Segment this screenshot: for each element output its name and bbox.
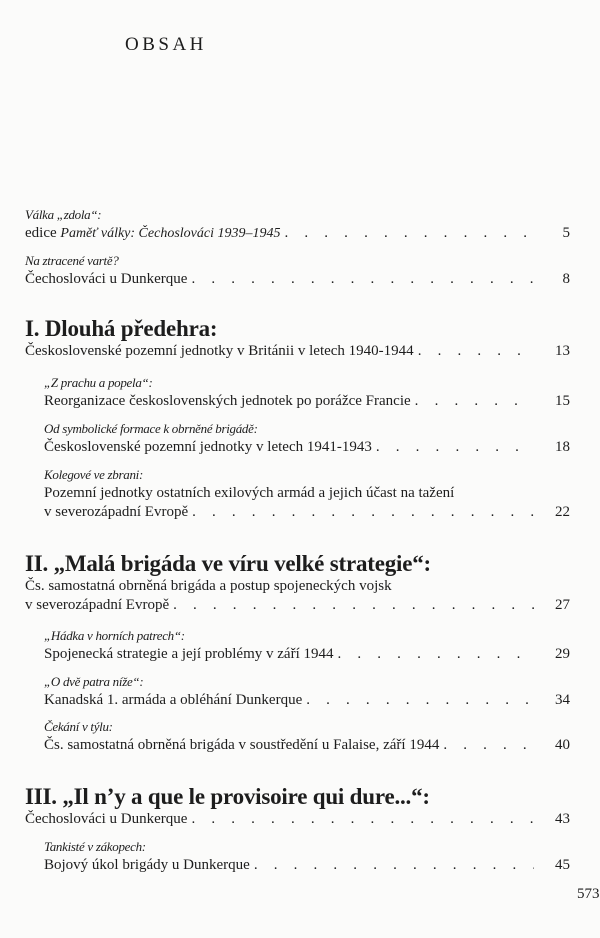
page-title: OBSAH: [125, 34, 207, 55]
entry-title: Spojenecká strategie a její problémy v září 1944: [44, 646, 334, 662]
part-heading: I. Dlouhá předehra:: [25, 316, 218, 341]
page-number: 13: [555, 343, 570, 359]
page-number: 43: [555, 811, 570, 827]
entry-title: Bojový úkol brigády u Dunkerque: [44, 857, 250, 873]
dot-leader: [191, 810, 534, 829]
dot-leader: [173, 596, 534, 615]
entry-subheading: Válka „zdola“:: [25, 207, 102, 222]
page-number: 5: [562, 225, 570, 241]
folio-page-number: 573: [577, 886, 600, 902]
entry-title: Kanadská 1. armáda a obléhání Dunkerque: [44, 692, 303, 708]
toc-chapter[interactable]: [0, 374, 600, 411]
entry-subheading: Kolegové ve zbrani:: [44, 467, 143, 482]
entry-subheading: Od symbolické formace k obrněné brigádě:: [44, 421, 258, 436]
toc-part-1[interactable]: [0, 316, 600, 361]
page-number: 29: [555, 646, 570, 662]
part-subtitle-line1: Čs. samostatná obrněná brigáda a postup spojeneckých vojsk: [25, 578, 392, 594]
page-number: 8: [562, 271, 570, 287]
entry-title: edice Paměť války: Čechoslováci 1939–1945: [25, 225, 281, 241]
dot-leader: [418, 342, 534, 361]
entry-subheading: Čekání v týlu:: [44, 719, 113, 734]
dot-leader: [284, 224, 534, 243]
part-subtitle: v severozápadní Evropě: [25, 597, 170, 613]
dot-leader: [191, 270, 534, 289]
toc-part-2[interactable]: [0, 551, 600, 615]
page-number: 22: [555, 504, 570, 520]
toc-part-3[interactable]: [0, 784, 600, 829]
dot-leader: [254, 856, 534, 875]
part-heading: II. „Malá brigáda ve víru velké strategie“:: [25, 551, 431, 576]
part-subtitle: Čechoslováci u Dunkerque: [25, 811, 188, 827]
dot-leader: [306, 691, 534, 710]
toc-chapter[interactable]: [0, 838, 600, 875]
entry-title: Čechoslováci u Dunkerque: [25, 271, 188, 287]
toc-chapter[interactable]: [0, 466, 600, 522]
entry-subheading: „O dvě patra níže“:: [44, 674, 144, 689]
dot-leader: [443, 736, 534, 755]
toc-chapter[interactable]: [0, 627, 600, 664]
dot-leader: [337, 645, 534, 664]
entry-title-line1: Pozemní jednotky ostatních exilových armád a jejich účast na tažení: [44, 485, 455, 501]
entry-title: Československé pozemní jednotky v letech 1941-1943: [44, 439, 372, 455]
entry-subheading: Na ztracené vartě?: [25, 253, 119, 268]
toc-entry-intro-1[interactable]: [0, 206, 600, 243]
part-subtitle: Československé pozemní jednotky v Británii v letech 1940-1944: [25, 343, 414, 359]
dot-leader: [376, 438, 534, 457]
dot-leader: [415, 392, 534, 411]
toc-chapter[interactable]: [0, 673, 600, 710]
page-number: 34: [555, 692, 570, 708]
entry-subheading: „Z prachu a popela“:: [44, 375, 153, 390]
entry-subheading: Tankisté v zákopech:: [44, 839, 146, 854]
page-number: 15: [555, 393, 570, 409]
page-number: 27: [555, 597, 570, 613]
page-number: 45: [555, 857, 570, 873]
toc-entry-intro-2[interactable]: [0, 252, 600, 289]
page-number: 40: [555, 737, 570, 753]
entry-title: Reorganizace československých jednotek po porážce Francie: [44, 393, 411, 409]
part-heading: III. „Il n’y a que le provisoire qui dure...“:: [25, 784, 430, 809]
entry-title: Čs. samostatná obrněná brigáda v soustředění u Falaise, září 1944: [44, 737, 440, 753]
page-number: 18: [555, 439, 570, 455]
dot-leader: [192, 503, 534, 522]
toc-chapter[interactable]: [0, 420, 600, 457]
entry-subheading: „Hádka v horních patrech“:: [44, 628, 185, 643]
toc-chapter[interactable]: [0, 718, 600, 755]
entry-title: v severozápadní Evropě: [44, 504, 189, 520]
